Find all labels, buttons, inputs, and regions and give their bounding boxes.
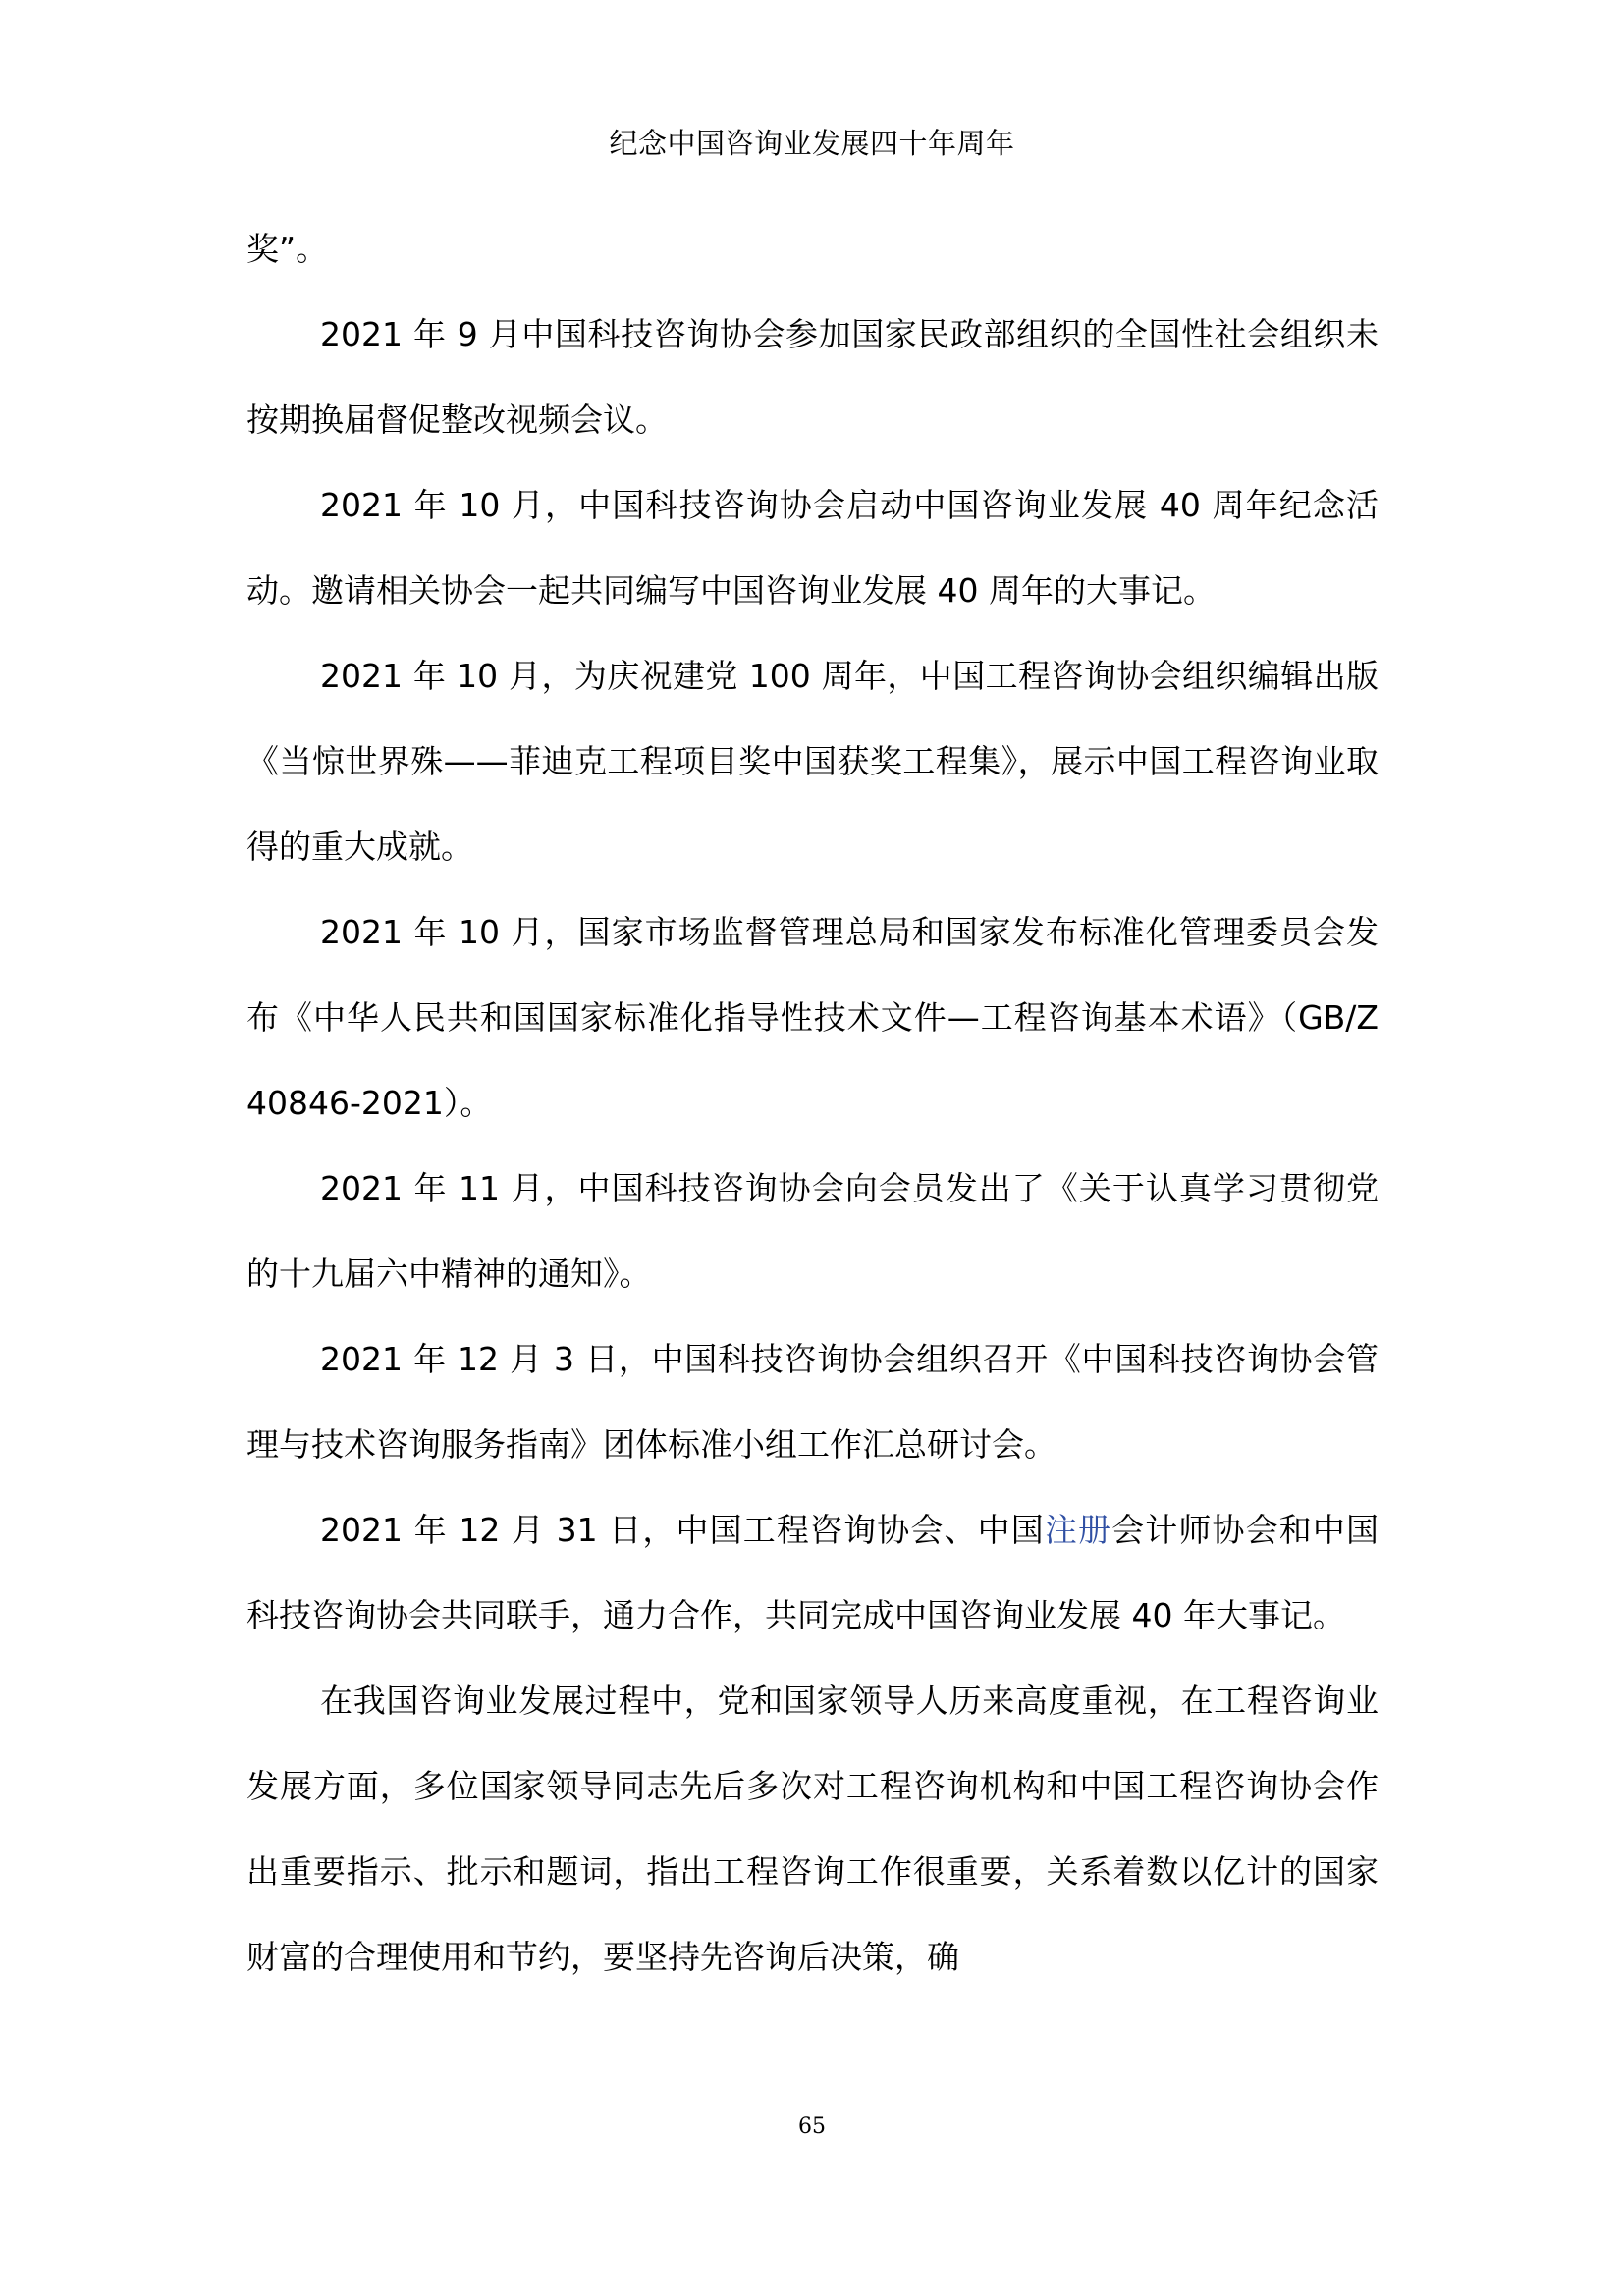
- paragraph-text: 会计师协会和中国科技咨询协会共同联手，通力合作，共同完成中国咨询业发展 40 年大事记。: [246, 1511, 1380, 1634]
- registered-link[interactable]: 注册: [1044, 1511, 1112, 1549]
- running-header: 纪念中国咨询业发展四十年周年: [609, 127, 1015, 160]
- paragraph-continuation: 奖”。: [246, 230, 329, 268]
- paragraph: 2021 年 10 月，中国科技咨询协会启动中国咨询业发展 40 周年纪念活动。邀请相关协会一起共同编写中国咨询业发展 40 周年的大事记。: [246, 486, 1379, 610]
- paragraph: 2021 年 10 月，国家市场监督管理总局和国家发布标准化管理委员会发布《中华人民共和国国家标准化指导性技术文件—工程咨询基本术语》（GB/Z 40846-2021）。: [246, 913, 1379, 1122]
- paragraph-with-link: [246, 1487, 1379, 1658]
- paragraph: 2021 年 10 月，为庆祝建党 100 周年，中国工程咨询协会组织编辑出版《当惊世界殊——菲迪克工程项目奖中国获奖工程集》，展示中国工程咨询业取得的重大成就。: [246, 657, 1379, 866]
- paragraph: 2021 年 12 月 3 日，中国科技咨询协会组织召开《中国科技咨询协会管理与技术咨询服务指南》团体标准小组工作汇总研讨会。: [246, 1340, 1379, 1464]
- paragraph: 在我国咨询业发展过程中，党和国家领导人历来高度重视，在工程咨询业发展方面，多位国家领导同志先后多次对工程咨询机构和中国工程咨询协会作出重要指示、批示和题词，指出工程咨询工作很重要，关系着数以亿计的国家财富的合理使用和节约，要坚持先咨询后决策，确: [246, 1682, 1379, 1976]
- paragraph-text: 2021 年 12 月 31 日，中国工程咨询协会、中国: [320, 1511, 1045, 1549]
- page-number: 65: [798, 2114, 826, 2139]
- paragraph: 2021 年 11 月，中国科技咨询协会向会员发出了《关于认真学习贯彻党的十九届六中精神的通知》。: [246, 1169, 1379, 1293]
- paragraph: 2021 年 9 月中国科技咨询协会参加国家民政部组织的全国性社会组织未按期换届督促整改视频会议。: [246, 315, 1379, 439]
- document-body: [246, 206, 1379, 2000]
